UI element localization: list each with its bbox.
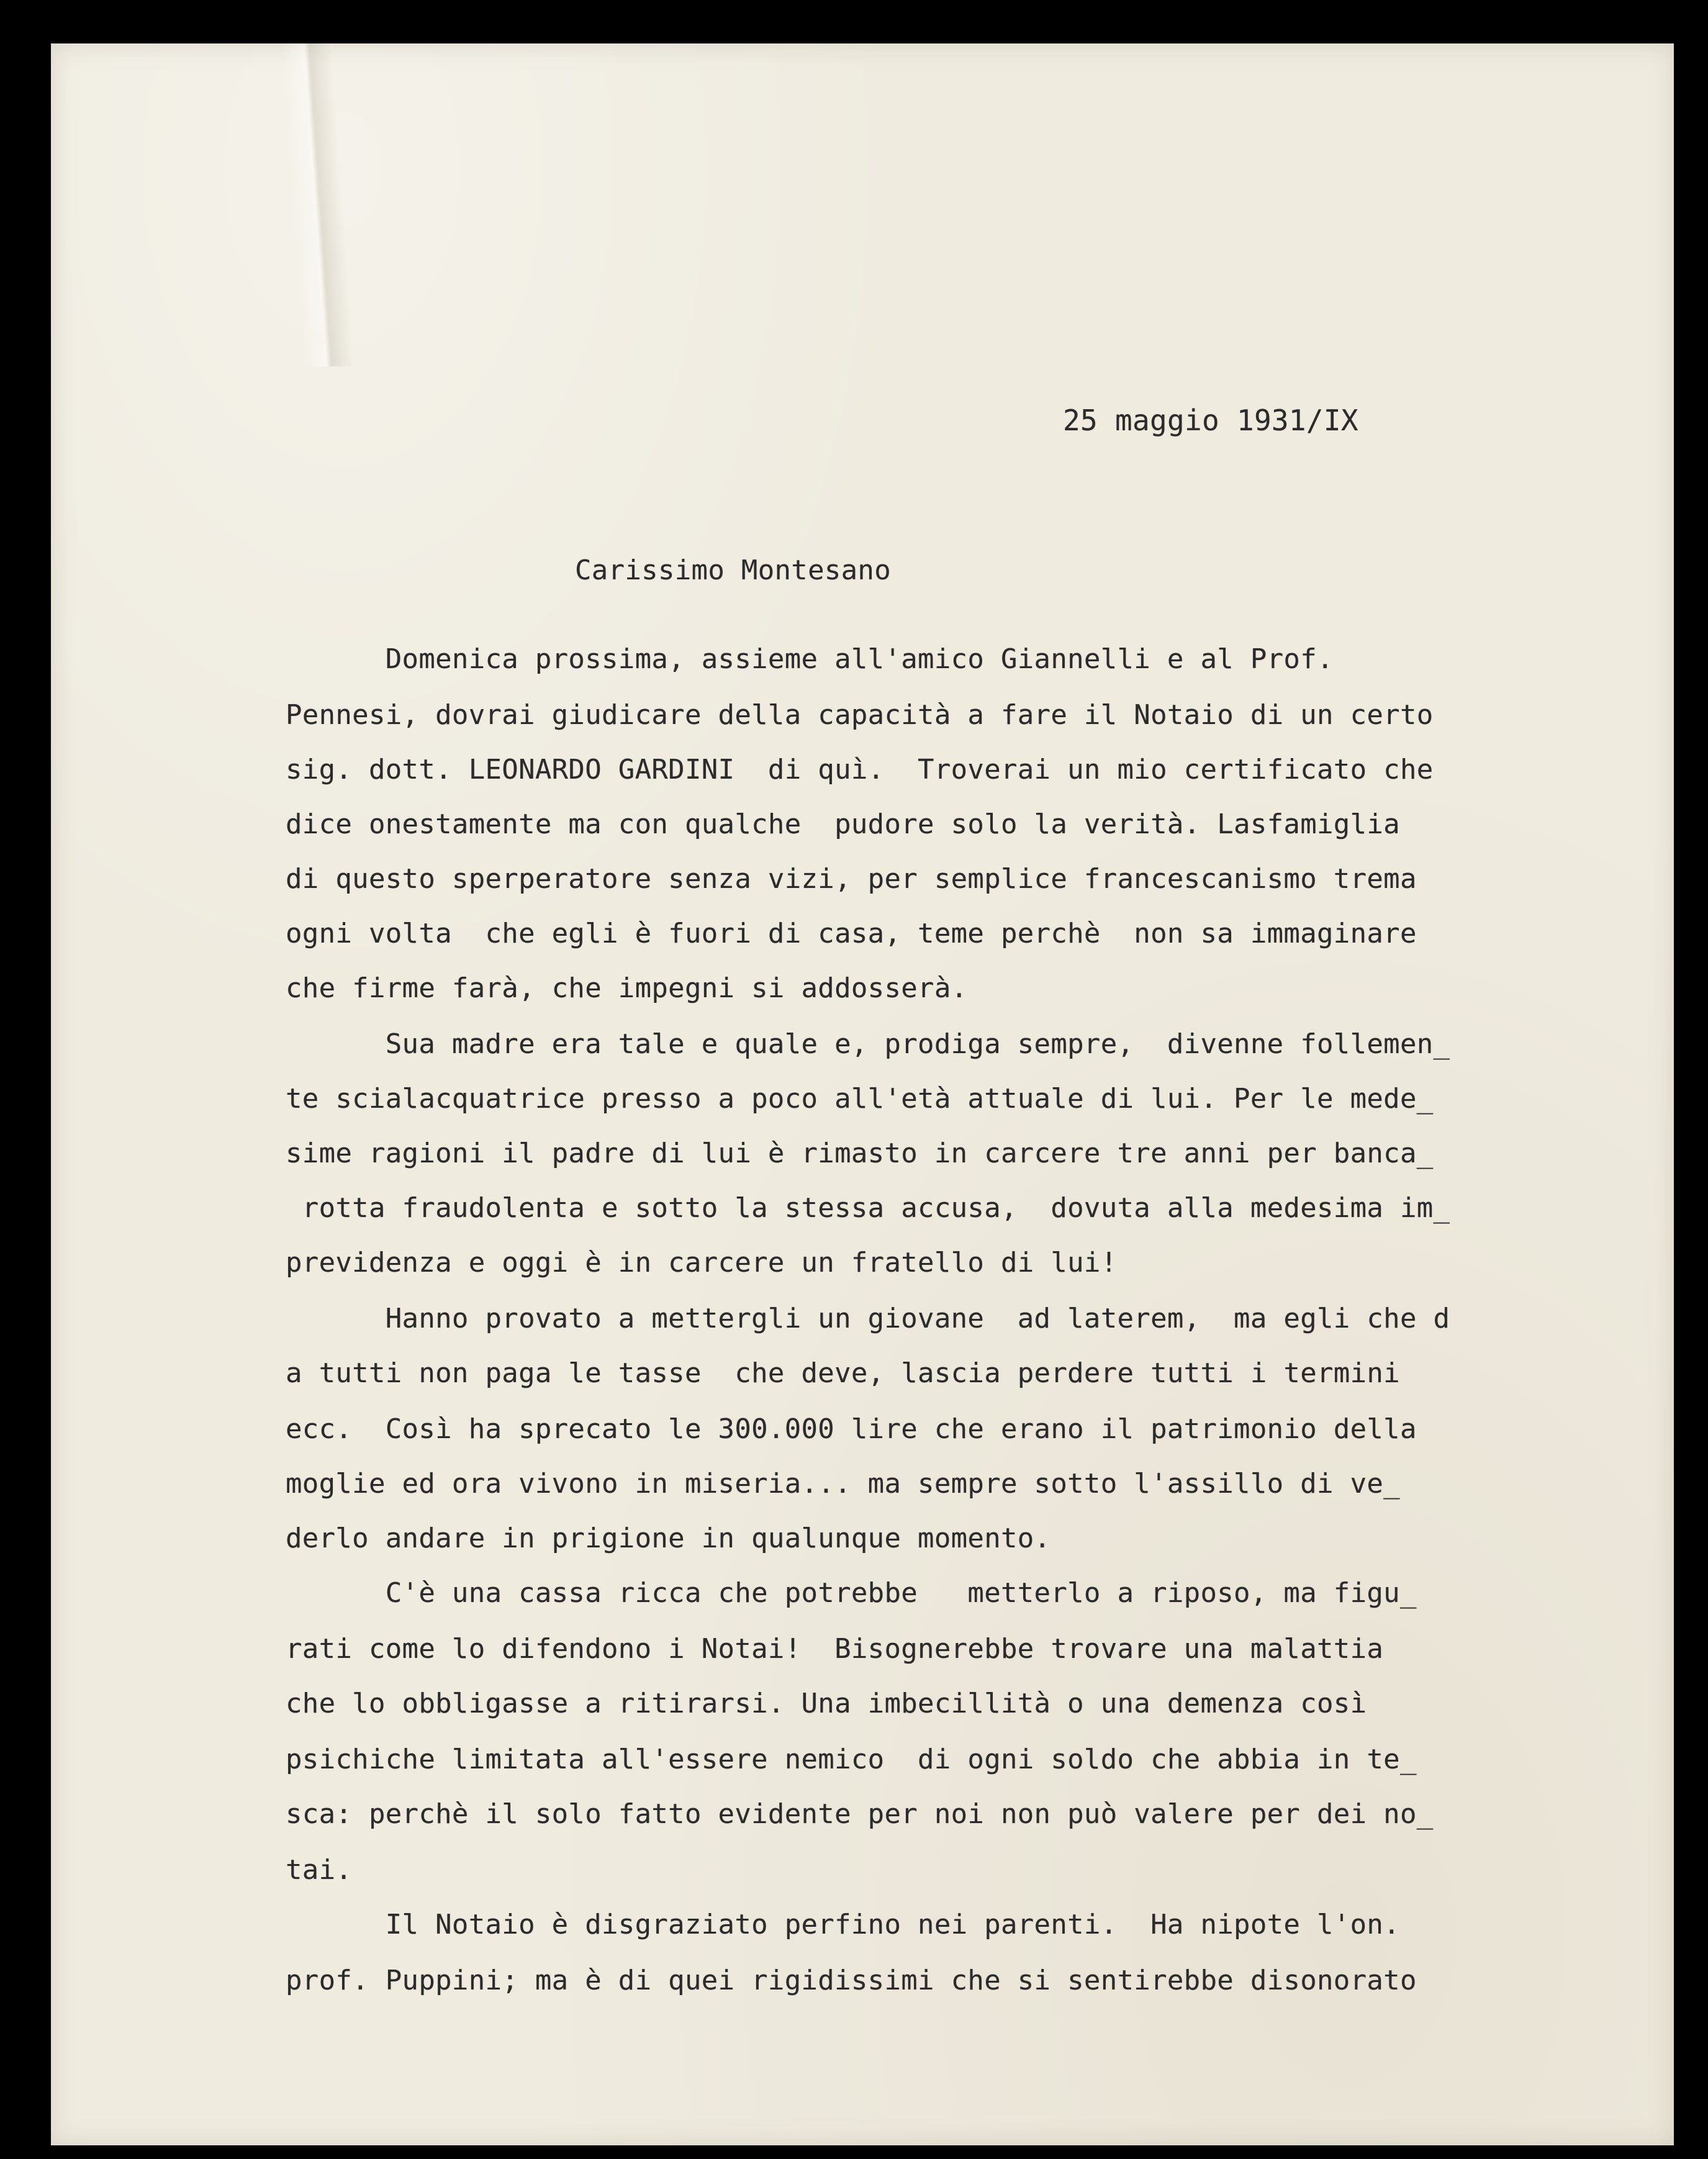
body-line: di questo sperperatore senza vizi, per semplice francescanismo trema bbox=[286, 863, 1417, 895]
body-line: Il Notaio è disgraziato perfino nei parenti. Ha nipote l'on. bbox=[286, 1909, 1400, 1940]
body-line: dice onestamente ma con qualche pudore solo la verità. Lasfamiglia bbox=[286, 808, 1400, 840]
letter-date: 25 maggio 1931/IX bbox=[1063, 404, 1358, 437]
body-line: psichiche limitata all'essere nemico di ogni soldo che abbia in te_ bbox=[286, 1744, 1417, 1775]
body-line: sca: perchè il solo fatto evidente per noi non può valere per dei no_ bbox=[286, 1798, 1434, 1830]
body-line: rotta fraudolenta e sotto la stessa accusa, dovuta alla medesima im_ bbox=[286, 1192, 1450, 1224]
body-line: ecc. Così ha sprecato le 300.000 lire che erano il patrimonio della bbox=[286, 1413, 1417, 1445]
body-line: ogni volta che egli è fuori di casa, teme perchè non sa immaginare bbox=[286, 918, 1417, 949]
body-line: previdenza e oggi è in carcere un fratello di lui! bbox=[286, 1247, 1118, 1279]
body-line: sig. dott. LEONARDO GARDINI di quì. Troverai un mio certificato che bbox=[286, 754, 1434, 785]
paper-fold-mark bbox=[282, 43, 354, 366]
body-line: Pennesi, dovrai giudicare della capacità a fare il Notaio di un certo bbox=[286, 699, 1434, 731]
body-line: che lo obbligasse a ritirarsi. Una imbecillità o una demenza così bbox=[286, 1688, 1367, 1719]
body-line: che firme farà, che impegni si addosserà. bbox=[286, 972, 968, 1004]
body-line: a tutti non paga le tasse che deve, lascia perdere tutti i termini bbox=[286, 1357, 1400, 1389]
body-line: prof. Puppini; ma è di quei rigidissimi che si sentirebbe disonorato bbox=[286, 1965, 1417, 1996]
body-line: derlo andare in prigione in qualunque momento. bbox=[286, 1523, 1051, 1554]
body-line: tai. bbox=[286, 1854, 353, 1886]
body-line: Hanno provato a mettergli un giovane ad laterem, ma egli che d bbox=[286, 1303, 1450, 1334]
body-line: Sua madre era tale e quale e, prodiga sempre, divenne follemen_ bbox=[286, 1028, 1450, 1060]
body-line: moglie ed ora vivono in miseria... ma sempre sotto l'assillo di ve_ bbox=[286, 1468, 1400, 1500]
body-line: te scialacquatrice presso a poco all'età attuale di lui. Per le mede_ bbox=[286, 1083, 1434, 1115]
body-line: Domenica prossima, assieme all'amico Giannelli e al Prof. bbox=[286, 643, 1334, 675]
letter-salutation: Carissimo Montesano bbox=[575, 554, 892, 586]
body-line: rati come lo difendono i Notai! Bisognerebbe trovare una malattia bbox=[286, 1633, 1384, 1665]
body-line: C'è una cassa ricca che potrebbe metterlo a riposo, ma figu_ bbox=[286, 1577, 1417, 1609]
body-line: sime ragioni il padre di lui è rimasto in carcere tre anni per banca_ bbox=[286, 1138, 1434, 1169]
